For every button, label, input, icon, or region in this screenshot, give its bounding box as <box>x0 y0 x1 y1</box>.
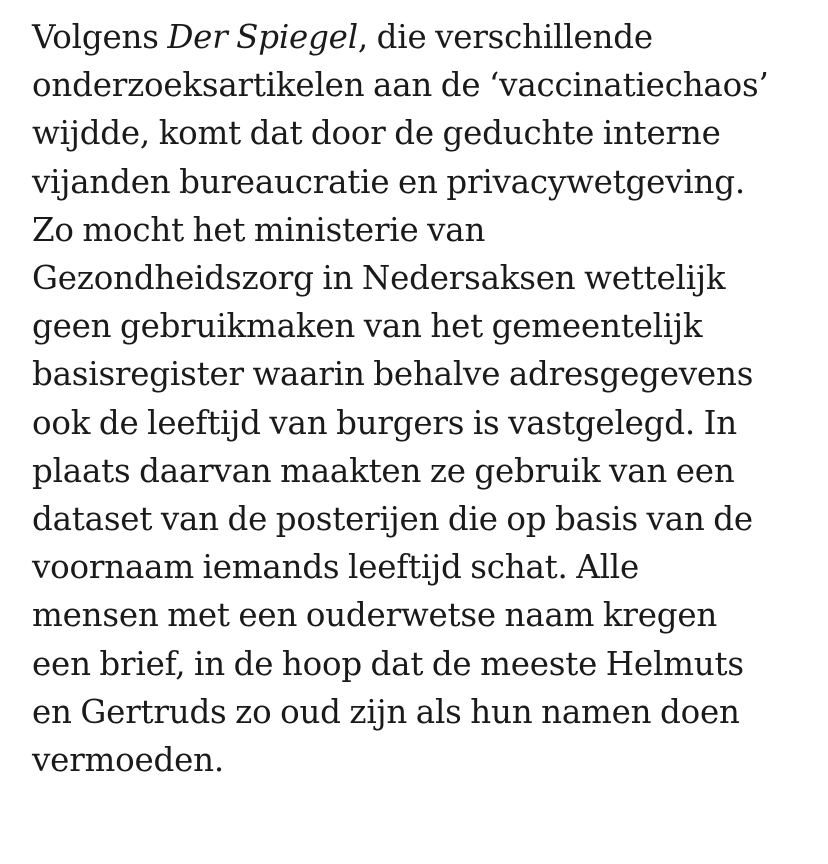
paragraph-line: ook de leeftijd van burgers is vastgelegd. In <box>32 403 738 442</box>
paragraph-line: een brief, in de hoop dat de meeste Helmuts <box>32 644 744 683</box>
paragraph-line: basisregister waarin behalve adresgegevens <box>32 355 754 394</box>
paragraph-line: Gezondheidszorg in Nedersaksen wettelijk <box>32 259 726 298</box>
article-paragraph <box>32 13 822 784</box>
paragraph-line: mensen met een ouderwetse naam kregen <box>32 596 718 635</box>
line-text: , die verschillende <box>357 18 653 56</box>
paragraph-line: plaats daarvan maakten ze gebruik van een <box>32 451 735 490</box>
paragraph-line: vijanden bureaucratie en privacywetgeving. <box>32 162 745 201</box>
paragraph-line: onderzoeksartikelen aan de ‘vaccinatiechaos’ <box>32 66 769 105</box>
paragraph-line: geen gebruikmaken van het gemeentelijk <box>32 307 703 346</box>
paragraph-line: Zo mocht het ministerie van <box>32 210 486 249</box>
paragraph-line: voornaam iemands leeftijd schat. Alle <box>32 548 639 587</box>
line-text: Volgens <box>32 18 168 56</box>
paragraph-line: dataset van de posterijen die op basis van de <box>32 500 753 539</box>
publication-title: Der Spiegel <box>167 18 358 56</box>
paragraph-line: vermoeden. <box>32 741 225 780</box>
paragraph-line: en Gertruds zo oud zijn als hun namen doen <box>32 692 740 731</box>
paragraph-line <box>32 13 822 61</box>
paragraph-line: wijdde, komt dat door de geduchte interne <box>32 114 721 153</box>
